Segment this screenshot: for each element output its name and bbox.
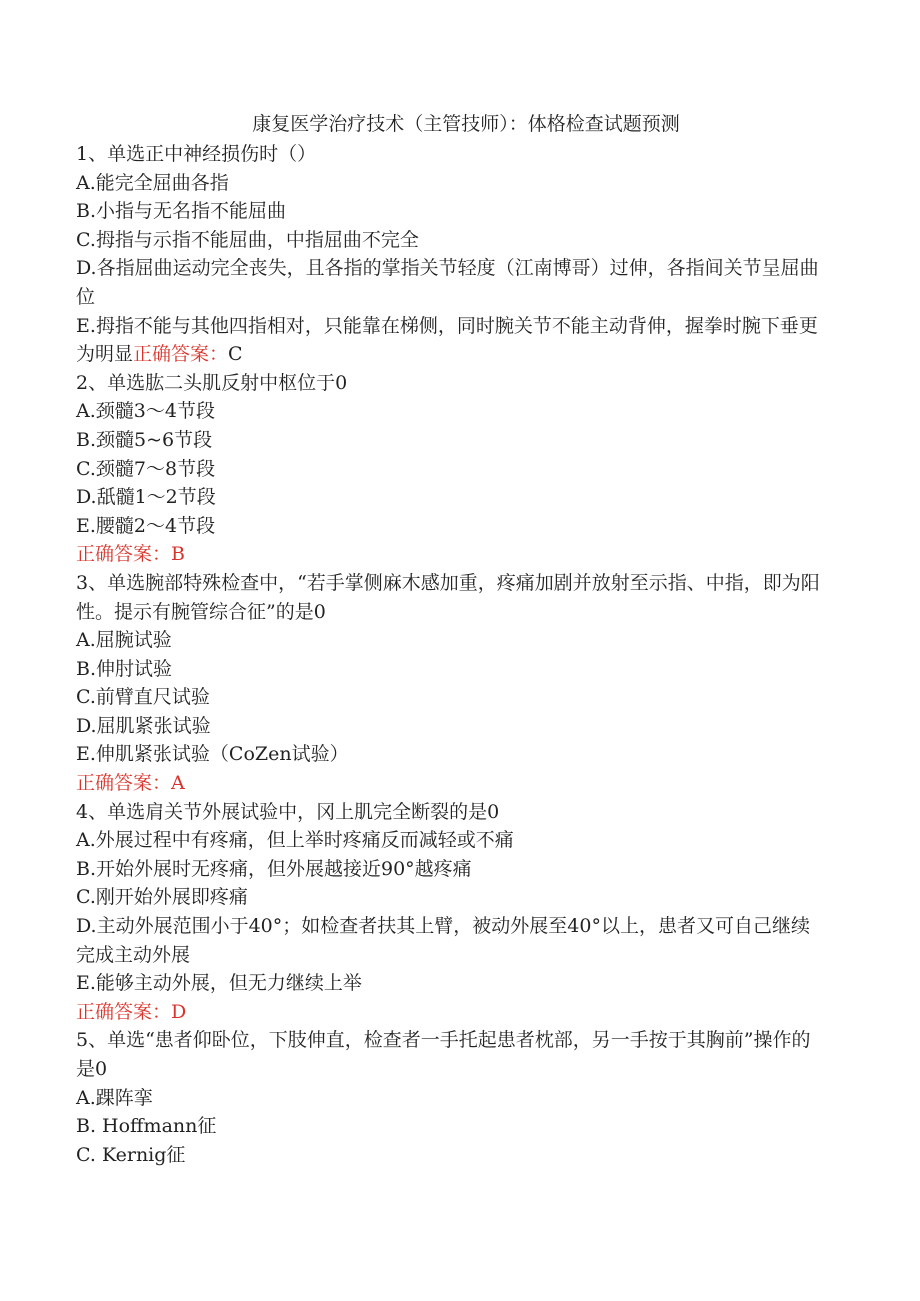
question-4-answer-label: 正确答案： — [76, 1000, 172, 1023]
document-page — [76, 108, 826, 1169]
question-5-option-a: A.踝阵挛 — [76, 1086, 153, 1109]
question-5-stem: 5、单选“患者仰卧位，下肢伸直，检查者一手托起患者枕部，另一手按于其胸前”操作的是0 — [76, 1029, 811, 1080]
question-4-option-d: D.主动外展范围小于40°；如检查者扶其上臂，被动外展至40°以上，患者又可自己继续完成主动外展 — [76, 915, 810, 966]
question-1-option-e: E.拇指不能与其他四指相对，只能靠在梯侧，同时腕关节不能主动背伸，握拳时腕下垂更为明显 — [76, 314, 818, 366]
question-5-option-b: B. Hoffmann征 — [76, 1115, 217, 1138]
question-1-option-d: D.各指屈曲运动完全丧失，且各指的掌指关节轻度（江南博哥）过伸，各指间关节呈屈曲位 — [76, 257, 819, 308]
question-3-option-b: B.伸肘试验 — [76, 657, 173, 680]
question-3-option-e: E.伸肌紧张试验（CoZen试验） — [76, 743, 349, 766]
question-3-option-c: C.前臂直尺试验 — [76, 686, 210, 709]
question-3-option-a: A.屈腕试验 — [76, 629, 172, 652]
document-title: 康复医学治疗技术（主管技师）：体格检查试题预测 — [252, 113, 680, 135]
question-3-answer-row — [76, 769, 826, 798]
question-1-option-b: B.小指与无名指不能屈曲 — [76, 200, 287, 223]
question-2-answer-row — [76, 540, 826, 569]
question-2-option-b: B.颈髓5~6节段 — [76, 428, 213, 451]
question-4-option-c: C.刚开始外展即疼痛 — [76, 886, 248, 909]
question-3-stem: 3、单选腕部特殊检查中，“若手掌侧麻木感加重，疼痛加剧并放射至示指、中指，即为阳性。提示有腕管综合征”的是0 — [76, 571, 820, 623]
question-1-option-a: A.能完全屈曲各指 — [76, 171, 229, 194]
question-2-answer: B — [171, 543, 185, 566]
question-1-option-c: C.拇指与示指不能屈曲，中指屈曲不完全 — [76, 228, 419, 251]
question-2-stem: 2、单选肱二头肌反射中枢位于0 — [76, 371, 348, 394]
question-3-option-d: D.屈肌紧张试验 — [76, 714, 211, 737]
question-4-option-b: B.开始外展时无疼痛，但外展越接近90°越疼痛 — [76, 857, 472, 880]
question-2-option-c: C.颈髓7～8节段 — [76, 457, 216, 480]
question-4-answer: D — [171, 1000, 187, 1023]
question-1-answer-label: 正确答案： — [133, 343, 229, 366]
question-1-answer: C — [228, 343, 243, 366]
question-2-option-a: A.颈髓3～4节段 — [76, 400, 215, 423]
question-3-answer-label: 正确答案： — [76, 772, 172, 795]
question-2-answer-label: 正确答案： — [76, 543, 172, 566]
question-4-option-e: E.能够主动外展，但无力继续上举 — [76, 972, 362, 995]
question-3-answer: A — [171, 772, 185, 795]
question-4-stem: 4、单选肩关节外展试验中，冈上肌完全断裂的是0 — [76, 800, 500, 823]
question-4-option-a: A.外展过程中有疼痛，但上举时疼痛反而减轻或不痛 — [76, 829, 514, 852]
question-1-stem: 1、单选正中神经损伤时（） — [76, 143, 317, 165]
question-2-option-e: E.腰髓2～4节段 — [76, 514, 216, 537]
question-2-option-d: D.舐髓1～2节段 — [76, 486, 216, 509]
question-1-option-e-with-answer — [76, 312, 826, 369]
question-4-answer-row — [76, 998, 826, 1027]
question-5-option-c: C. Kernig征 — [76, 1143, 186, 1166]
